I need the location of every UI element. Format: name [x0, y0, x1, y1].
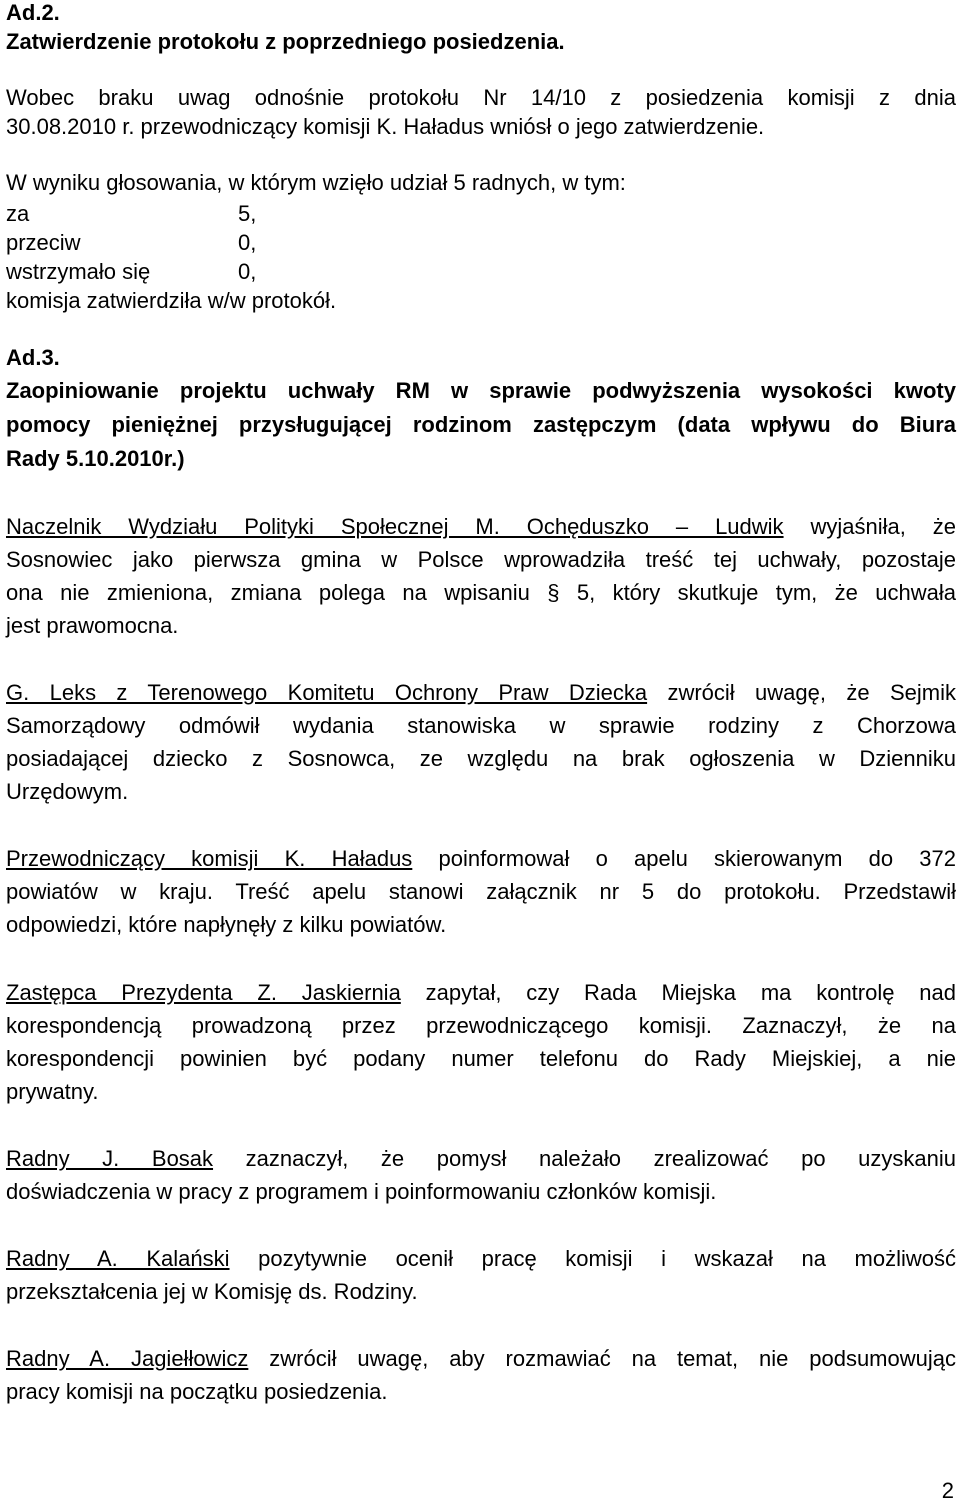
vote-intro: W wyniku głosowania, w którym wzięło udział 5 radnych, w tym: [6, 170, 626, 195]
statement-text: zapytał, czy Rada Miejska ma kontrolę nad [400, 980, 956, 1005]
statement-first-line [6, 980, 956, 1006]
statement-text: zwrócił uwagę, że Sejmik [647, 680, 956, 705]
statement-line: pracy komisji na początku posiedzenia. [6, 1379, 388, 1404]
statement-line: doświadczenia w pracy z programem i poinformowaniu członków komisji. [6, 1179, 717, 1204]
statement-line: Samorządowy odmówił wydania stanowiska w sprawie rodziny z Chorzowa [6, 713, 956, 738]
vote-row-for [6, 201, 406, 227]
vote-conclusion: komisja zatwierdziła w/w protokół. [6, 288, 337, 313]
speaker-name: Radny J. Bosak [6, 1146, 214, 1171]
speaker-name: G. Leks z Terenowego Komitetu Ochrony Praw Dziecka [6, 680, 648, 705]
section-title-ad3: Zaopiniowanie projektu uchwały RM w sprawie podwyższenia wysokości kwoty [6, 378, 956, 403]
section-heading-ad2: Ad.2. [6, 0, 60, 25]
statement-first-line [6, 1346, 956, 1372]
statement-line: korespondencji powinien być podany numer telefonu do Rady Miejskiej, a nie [6, 1046, 956, 1071]
vote-value: 0, [238, 259, 257, 284]
vote-label: wstrzymało się [6, 259, 151, 284]
vote-label: przeciw [6, 230, 81, 255]
section-title-ad3: Rady 5.10.2010r.) [6, 446, 185, 471]
vote-row-abstain [6, 259, 406, 285]
section-heading-ad3: Ad.3. [6, 345, 60, 370]
vote-row-against [6, 230, 406, 256]
statement-line: korespondencją prowadzoną przez przewodniczącego komisji. Zaznaczył, że na [6, 1013, 956, 1038]
speaker-name: Radny A. Kalański [6, 1246, 230, 1271]
statement-line: ona nie zmieniona, zmiana polega na wpisaniu § 5, który skutkuje tym, że uchwała [6, 580, 956, 605]
vote-value: 0, [238, 230, 257, 255]
statement-line: posiadającej dziecko z Sosnowca, ze względu na brak ogłoszenia w Dzienniku [6, 746, 956, 771]
statement-text: zaznaczył, że pomysł należało zrealizować po uzyskaniu [213, 1146, 956, 1171]
speaker-name: Naczelnik Wydziału Polityki Społecznej M. Ochęduszko – Ludwik [6, 514, 784, 539]
paragraph-line: 30.08.2010 r. przewodniczący komisji K. Haładus wniósł o jego zatwierdzenie. [6, 114, 765, 139]
page-number: 2 [941, 1478, 954, 1503]
section-title-ad3: pomocy pieniężnej przysługującej rodzinom zastępczym (data wpływu do Biura [6, 412, 956, 437]
section-title-ad2: Zatwierdzenie protokołu z poprzedniego posiedzenia. [6, 29, 565, 54]
statement-text: zwrócił uwagę, aby rozmawiać na temat, nie podsumowując [248, 1346, 956, 1371]
statement-line: Sosnowiec jako pierwsza gmina w Polsce wprowadziła treść tej uchwały, pozostaje [6, 547, 956, 572]
statement-line: odpowiedzi, które napłynęły z kilku powiatów. [6, 912, 447, 937]
vote-label: za [6, 201, 30, 226]
statement-line: Urzędowym. [6, 779, 129, 804]
statement-line: powiatów w kraju. Treść apelu stanowi załącznik nr 5 do protokołu. Przedstawił [6, 879, 956, 904]
statement-first-line [6, 514, 956, 540]
speaker-name: Radny A. Jagiełłowicz [6, 1346, 249, 1371]
statement-text: wyjaśniła, że [783, 514, 956, 539]
statement-line: prywatny. [6, 1079, 99, 1104]
statement-first-line [6, 1246, 956, 1272]
statement-text: poinformował o apelu skierowanym do 372 [412, 846, 956, 871]
statement-line: jest prawomocna. [6, 613, 179, 638]
speaker-name: Przewodniczący komisji K. Haładus [6, 846, 413, 871]
vote-value: 5, [238, 201, 257, 226]
statement-line: przekształcenia jej w Komisję ds. Rodziny. [6, 1279, 418, 1304]
statement-first-line [6, 680, 956, 706]
statement-first-line [6, 1146, 956, 1172]
statement-text: pozytywnie ocenił pracę komisji i wskazał na możliwość [229, 1246, 956, 1271]
paragraph-line: Wobec braku uwag odnośnie protokołu Nr 14/10 z posiedzenia komisji z dnia [6, 85, 956, 110]
statement-first-line [6, 846, 956, 872]
speaker-name: Zastępca Prezydenta Z. Jaskiernia [6, 980, 401, 1005]
